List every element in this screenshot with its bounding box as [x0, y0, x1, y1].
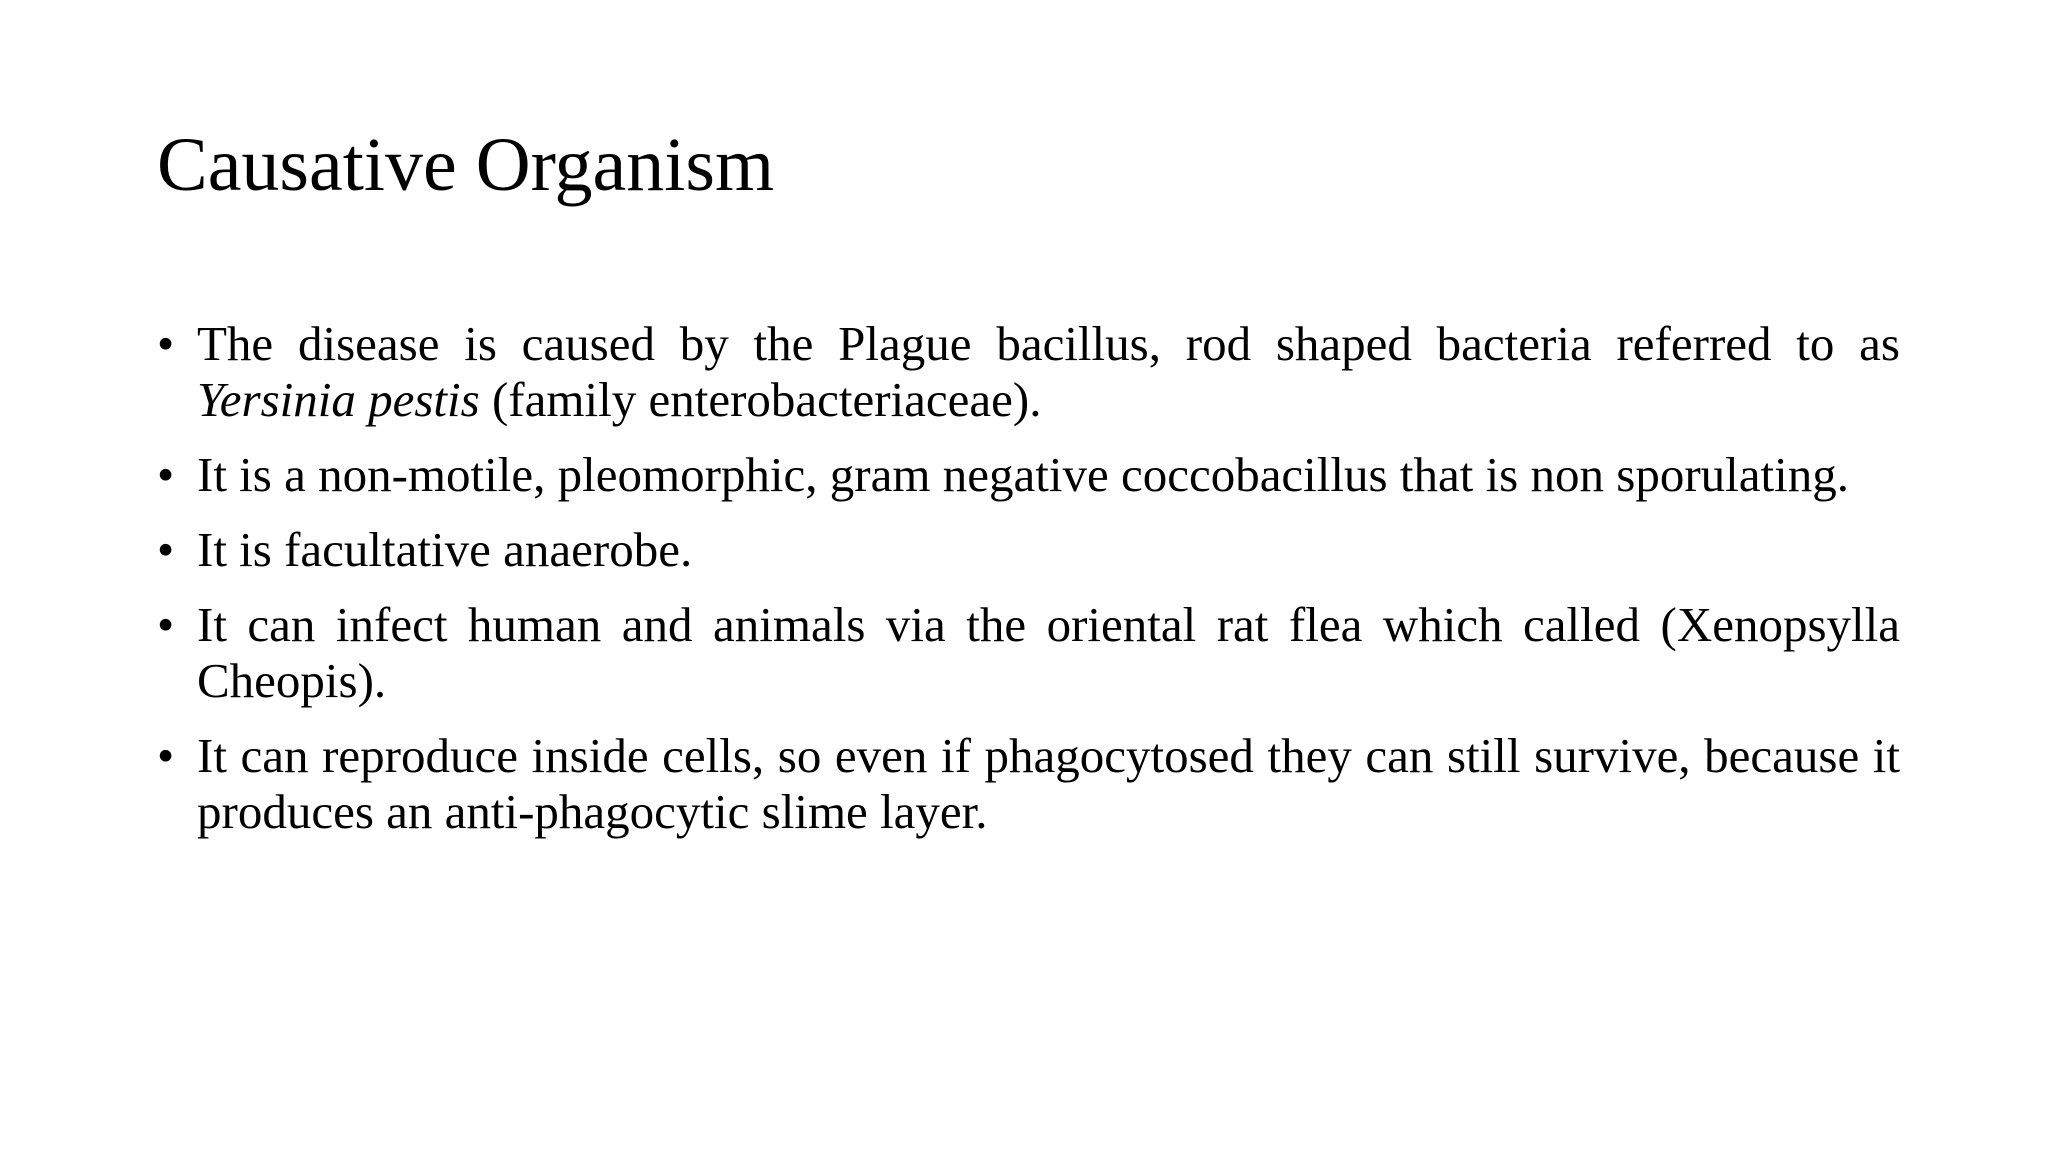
bullet-item-1	[157, 316, 1900, 428]
bullet-icon: •	[157, 447, 175, 502]
bullet-item-3	[157, 522, 1900, 578]
slide-title: Causative Organism	[157, 123, 775, 207]
bullet-item-4	[157, 597, 1900, 709]
bullet-list	[157, 316, 1900, 859]
bullet-text-5: It can reproduce inside cells, so even if phagocytosed they can still survive, because it produces an anti-phagocytic slime layer.	[197, 728, 1900, 839]
bullet-text-1-after: (family enterobacteriaceae).	[479, 372, 1042, 427]
bullet-item-5	[157, 728, 1900, 840]
bullet-icon: •	[157, 522, 175, 577]
bullet-text-1-before: The disease is caused by the Plague bacillus, rod shaped bacteria referred to as	[197, 316, 1900, 371]
bullet-icon: •	[157, 597, 175, 652]
species-name: Yersinia pestis	[197, 372, 480, 427]
bullet-text-1	[197, 316, 1900, 427]
bullet-text-4: It can infect human and animals via the oriental rat flea which called (Xenopsylla Cheopis).	[197, 597, 1900, 708]
bullet-icon: •	[157, 728, 175, 783]
bullet-text-2: It is a non-motile, pleomorphic, gram negative coccobacillus that is non sporulating.	[197, 447, 1849, 502]
bullet-item-2	[157, 447, 1900, 503]
bullet-text-3: It is facultative anaerobe.	[197, 522, 693, 577]
bullet-icon: •	[157, 316, 175, 371]
